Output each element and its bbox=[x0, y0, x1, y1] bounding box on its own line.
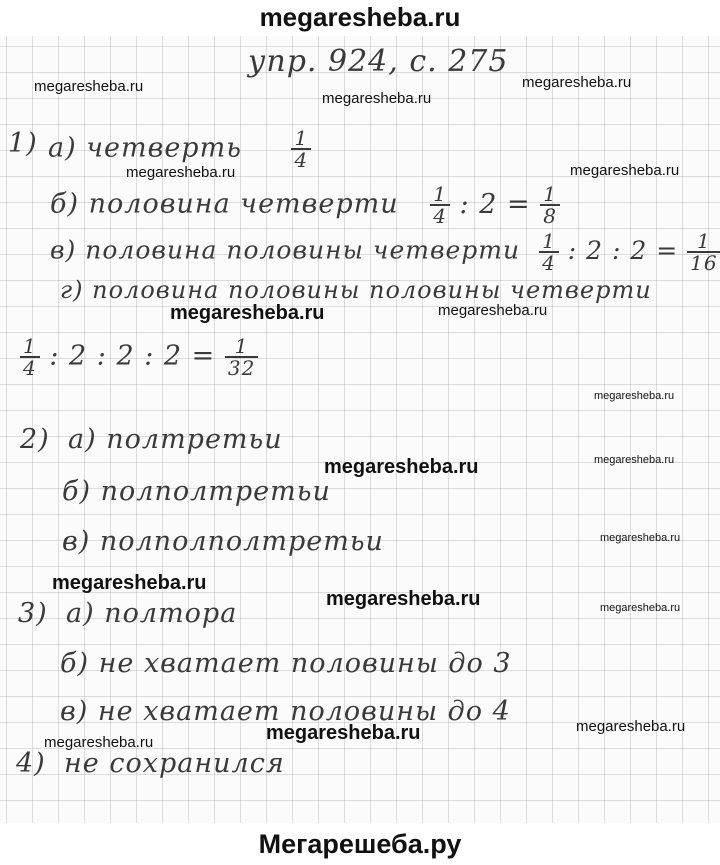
watermark: megaresheba.ru bbox=[170, 302, 325, 324]
watermark: megaresheba.ru bbox=[594, 454, 675, 466]
site-footer: Мегарешеба.ру bbox=[0, 823, 720, 865]
watermark: megaresheba.ru bbox=[594, 390, 675, 402]
exercise-heading: упр. 924, с. 275 bbox=[248, 44, 509, 79]
item-2v bbox=[62, 526, 384, 557]
section-1-number: 1) bbox=[8, 128, 38, 159]
watermark: megaresheba.ru bbox=[576, 718, 686, 735]
item-text: не хватает половины до 4 bbox=[97, 696, 511, 727]
item-1b bbox=[50, 184, 560, 226]
watermark: megaresheba.ru bbox=[322, 90, 432, 107]
item-2b bbox=[62, 476, 331, 507]
watermark: megaresheba.ru bbox=[324, 456, 479, 478]
item-label: в) bbox=[60, 696, 89, 727]
section-3-number: 3) bbox=[18, 598, 48, 629]
watermark: megaresheba.ru bbox=[326, 588, 481, 610]
item-text: половина половины четверти bbox=[85, 235, 521, 265]
item-2a bbox=[68, 424, 283, 455]
expression-1b: $\frac{1}{4}$ : 2 = $\frac{1}{8}$ bbox=[430, 189, 560, 220]
item-4-text: не сохранился bbox=[64, 748, 285, 779]
item-label: а) bbox=[66, 598, 95, 629]
watermark: megaresheba.ru bbox=[438, 302, 548, 319]
item-text: полполполтретьи bbox=[99, 526, 384, 557]
watermark: megaresheba.ru bbox=[34, 78, 144, 95]
item-text: полтора bbox=[104, 598, 238, 629]
item-label: б) bbox=[62, 476, 92, 507]
item-label: б) bbox=[50, 188, 80, 220]
watermark: megaresheba.ru bbox=[570, 162, 680, 179]
section-4-number: 4) bbox=[16, 748, 46, 779]
item-text: полтретьи bbox=[106, 424, 283, 455]
watermark: megaresheba.ru bbox=[44, 734, 154, 751]
item-3b bbox=[60, 648, 512, 679]
watermark: megaresheba.ru bbox=[52, 572, 207, 594]
section-2-number: 2) bbox=[20, 424, 50, 455]
item-text: половина четверти bbox=[88, 188, 399, 220]
notebook-page bbox=[0, 36, 720, 823]
item-3a bbox=[66, 598, 237, 629]
expression-1g: $\frac{1}{4}$ : 2 : 2 : 2 = $\frac{1}{32}$ bbox=[20, 336, 258, 378]
item-label: г) bbox=[60, 276, 84, 304]
fraction-one-quarter: $\frac{1}{4}$ bbox=[291, 128, 311, 170]
item-label: в) bbox=[62, 526, 91, 557]
watermark: megaresheba.ru bbox=[266, 722, 421, 744]
item-text: не хватает половины до 3 bbox=[98, 648, 512, 679]
watermark: megaresheba.ru bbox=[522, 74, 632, 91]
item-1g bbox=[60, 276, 652, 304]
item-text: четверть bbox=[86, 132, 242, 164]
item-label: в) bbox=[50, 235, 77, 265]
item-label: а) bbox=[68, 424, 97, 455]
watermark: megaresheba.ru bbox=[600, 532, 681, 544]
expression-1v: $\frac{1}{4}$ : 2 : 2 = $\frac{1}{16}$ bbox=[539, 236, 720, 265]
item-text: полполтретьи bbox=[100, 476, 331, 507]
item-1v bbox=[50, 231, 720, 273]
watermark: megaresheba.ru bbox=[126, 164, 236, 181]
item-text: половина половины половины четверти bbox=[92, 276, 652, 304]
item-label: а) bbox=[48, 132, 77, 164]
site-header: megaresheba.ru bbox=[0, 0, 720, 36]
item-label: б) bbox=[60, 648, 90, 679]
watermark: megaresheba.ru bbox=[600, 602, 681, 614]
